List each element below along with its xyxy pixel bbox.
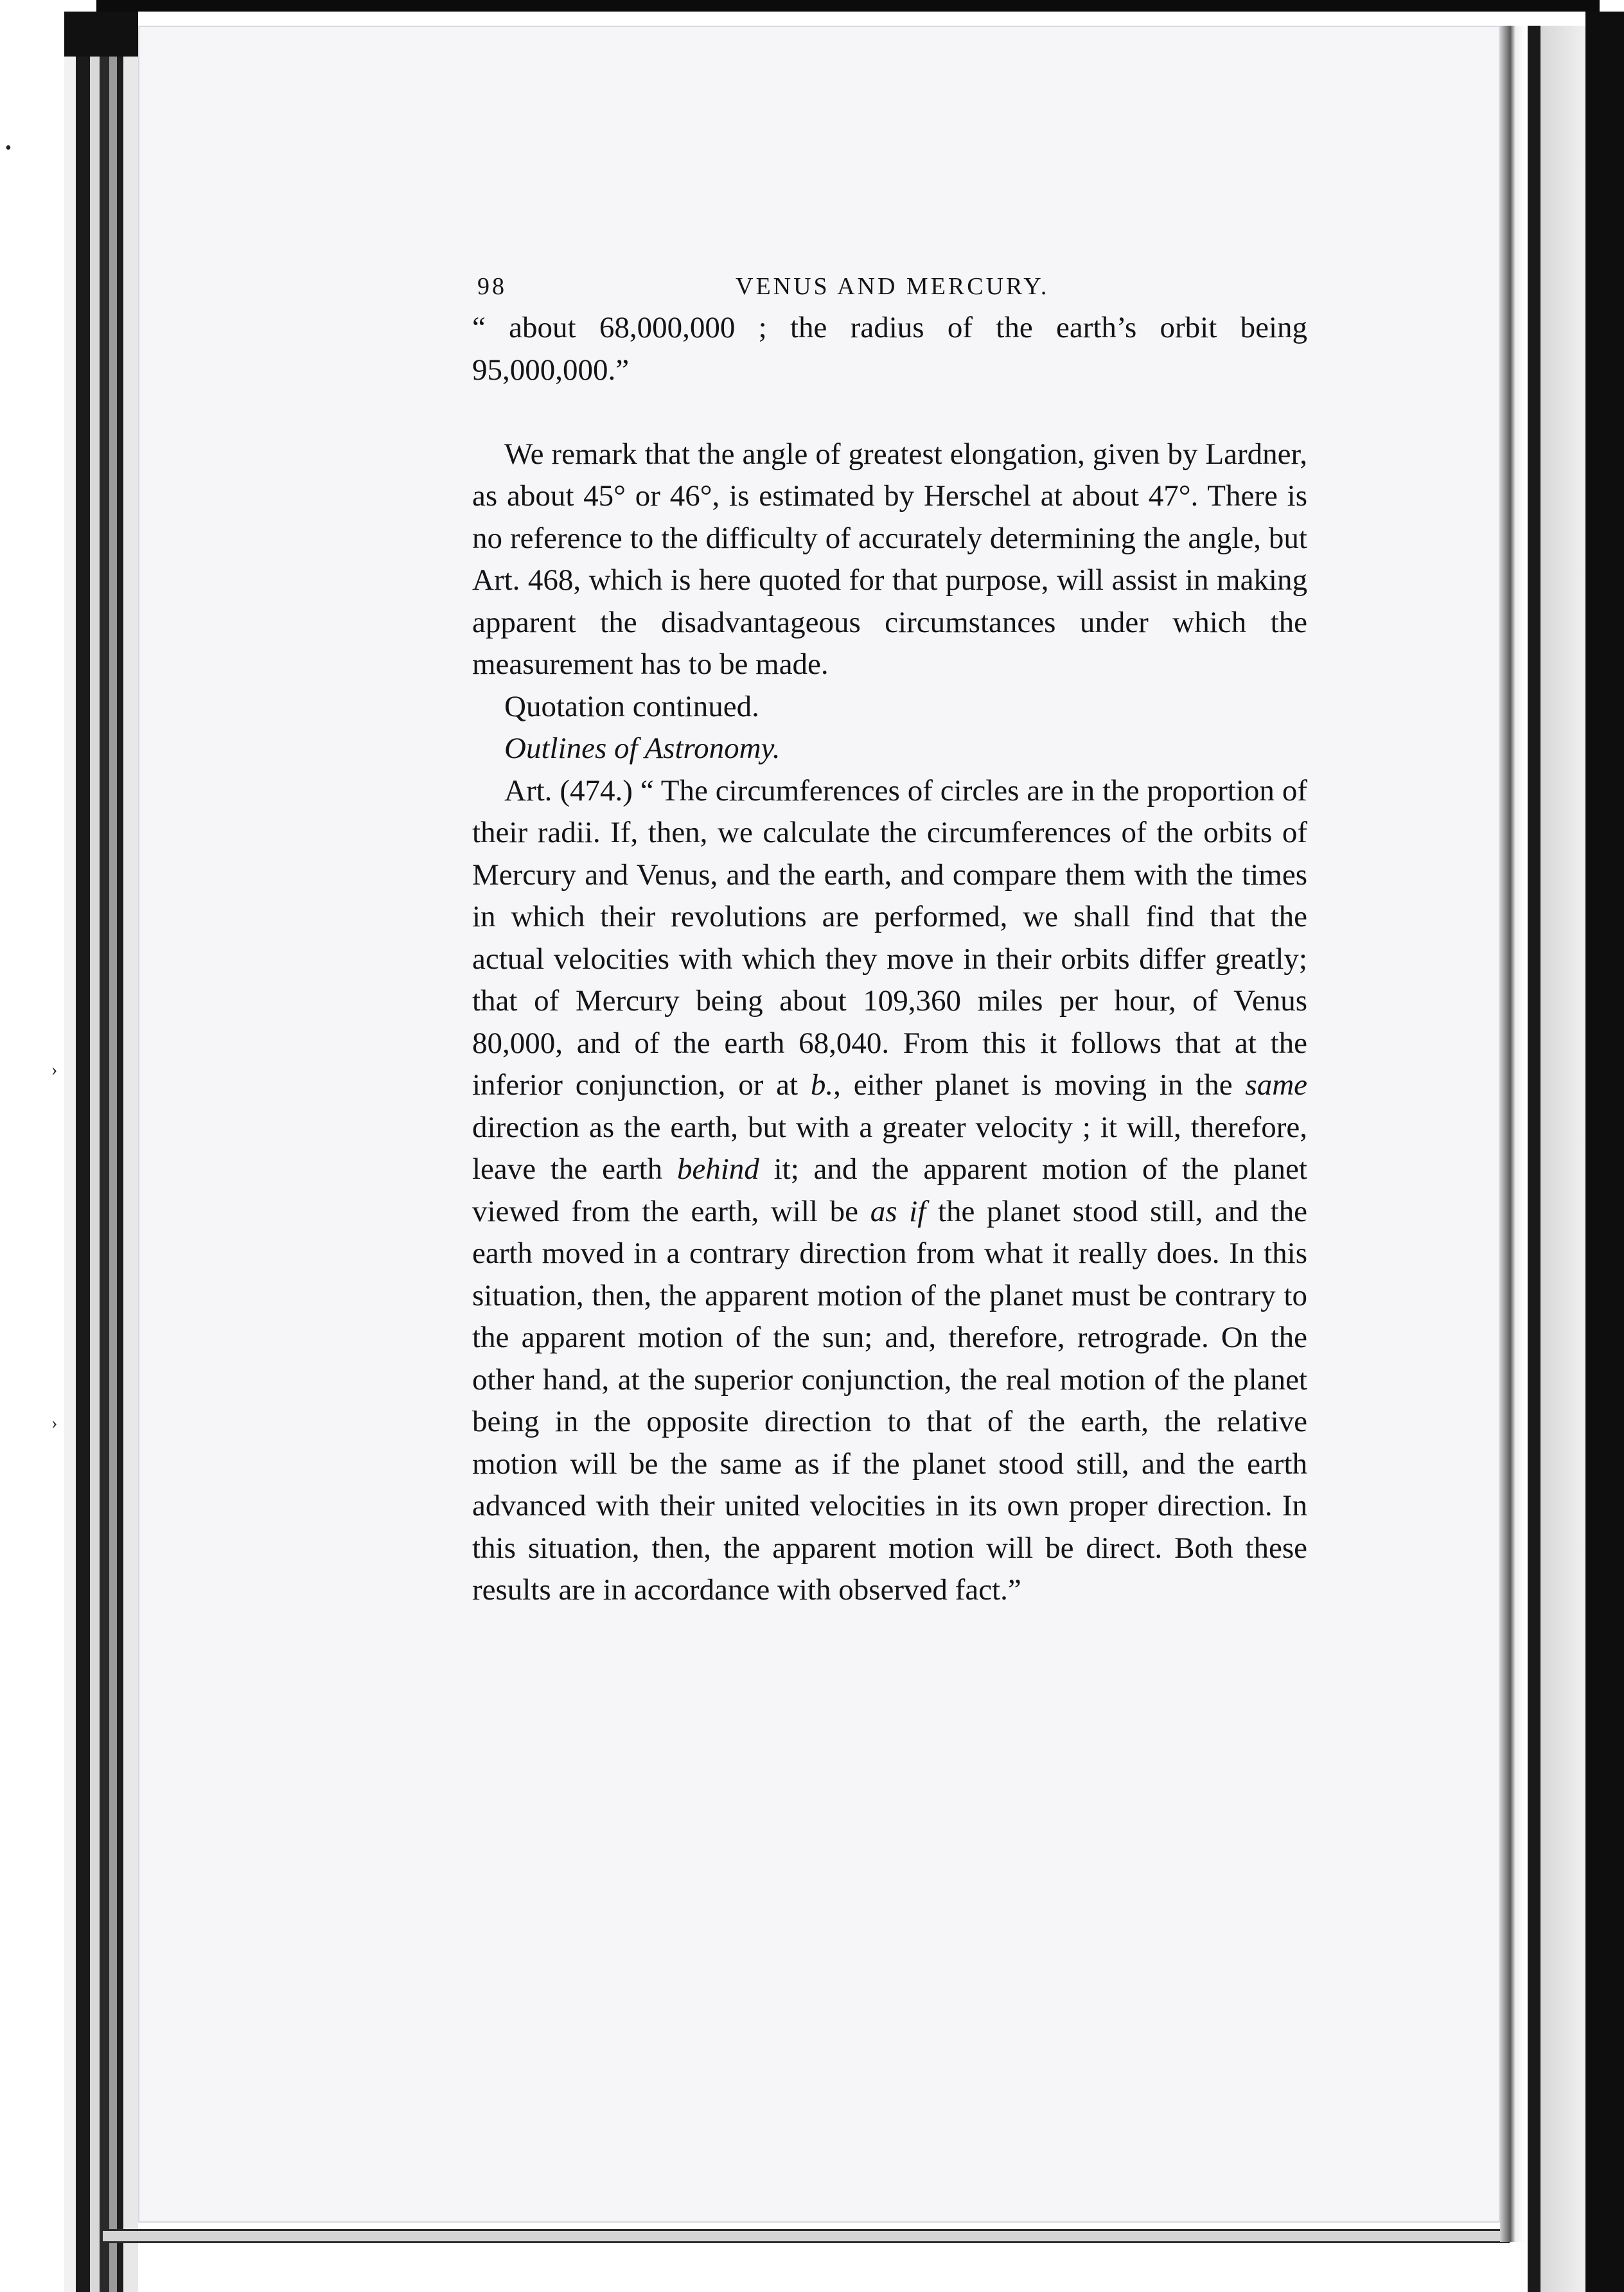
source-title: Outlines of Astronomy. — [504, 732, 781, 765]
paragraph-gap — [472, 391, 1307, 434]
book-spine-top — [64, 12, 138, 57]
running-head — [472, 265, 1307, 307]
paragraph-remark: We remark that the angle of greatest elongation, given by Lardner, as about 45° or 46°, is estimated by Herschel at about 47°. There is no reference to the difficulty of accurately determining the angle, but Art. 468, which is here quoted for that purpose, will assist in making apparent the disadvantageous circumstances under which the measurement has to be made. — [472, 437, 1307, 681]
running-head-title: VENUS AND MERCURY. — [736, 273, 1050, 300]
text-run: , either planet is moving in the — [833, 1068, 1246, 1102]
text-run-italic: b. — [810, 1068, 834, 1102]
book-spine-left — [64, 12, 138, 2292]
text-run: the planet stood still, and the earth moved in a contrary direction from what it really does. In this situation, then, the apparent motion of the planet must be contrary to the apparent motion of the sun; and, therefore, retrograde. On the other hand, at the superior conjunction, the real motion of the planet being in the opposite direction to that of the earth, the relative motion will be the same as if the planet stood still, and the earth advanced with their united velocities in its own proper direction. In this situation, then, the apparent motion will be direct. Both these results are in accordance with observed fact.” — [472, 1194, 1307, 1607]
text-run: it; and the apparent motion of the planet viewed from the earth, will be — [472, 1152, 1307, 1228]
page-text — [472, 265, 1307, 1612]
scan-frame-right — [1585, 12, 1624, 2292]
paragraph-article-474 — [472, 770, 1307, 1612]
scan-edge-strip — [1540, 26, 1585, 2292]
text-run-italic: same — [1245, 1068, 1307, 1102]
scan-frame-top — [96, 0, 1600, 12]
text-run-italic: behind — [676, 1152, 759, 1186]
text-run: Art. (474.) “ The circumferences of circles are in the proportion of their radii. If, then, we calculate the circumferences of the orbits of Mercury and Venus, and the earth, and compare them with the times in which their revolutions are performed, we shall find that the actual velocities with which they move in their orbits differ greatly; that of Mercury being about 109,360 miles per hour, of Venus 80,000, and of the earth 68,040. From this it follows that at the inferior conjunction, or at — [472, 773, 1307, 1102]
paragraph-quotation-continued: Quotation continued. — [504, 689, 759, 723]
text-run: direction as the earth, but with a greater velocity ; it will, therefore, leave the earth — [472, 1110, 1307, 1186]
scan-edge-dark — [1528, 26, 1540, 2292]
page-bottom-edge — [103, 2229, 1510, 2243]
page-number: 98 — [477, 273, 507, 300]
paragraph-quotation-end: “ about 68,000,000 ; the radius of the earth’s orbit being 95,000,000.” — [472, 311, 1307, 387]
scan-speck: › — [51, 1060, 58, 1080]
scan-speck: › — [51, 1413, 58, 1433]
scan-speck: • — [5, 138, 12, 158]
page-right-fold — [1500, 26, 1526, 2242]
text-run-italic: as if — [870, 1194, 926, 1228]
